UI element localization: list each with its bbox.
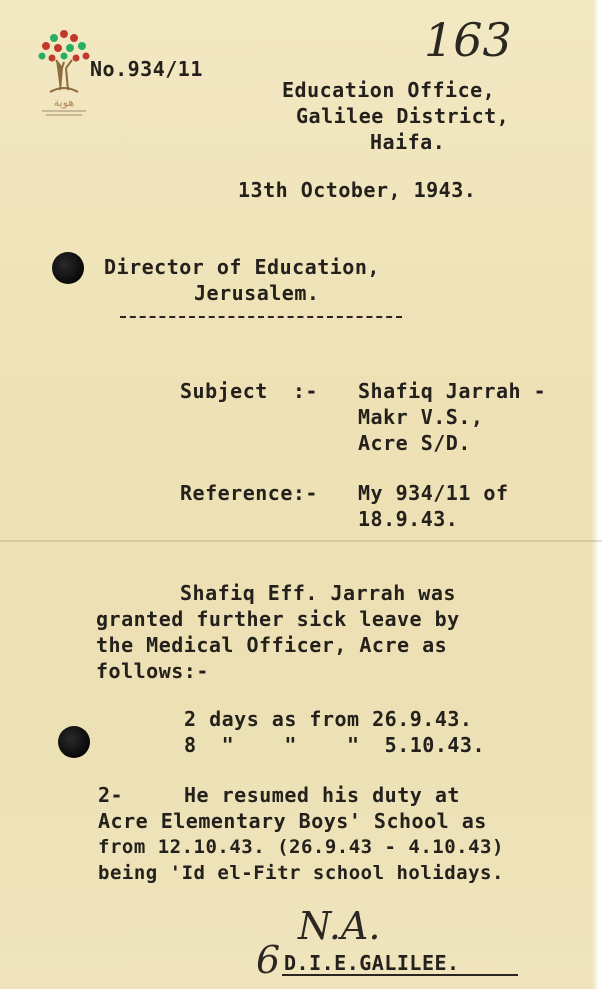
logo-caption: هوية — [53, 96, 75, 109]
signature-title: D.I.E.GALILEE. — [284, 951, 460, 975]
addressee-line-2: Jerusalem. — [194, 281, 320, 305]
signature-underline — [282, 974, 518, 976]
para2-line-3: from 12.10.43. (26.9.43 - 4.10.43) — [98, 836, 504, 858]
paper-fold — [0, 540, 602, 542]
handwritten-page-number: 163 — [424, 13, 512, 67]
office-line-3: Haifa. — [370, 130, 446, 154]
subject-line-2: Makr V.S., — [358, 405, 484, 429]
addressee-underline — [120, 316, 402, 318]
para1-line-3: the Medical Officer, Acre as — [96, 633, 448, 657]
subject-line-1: Shafiq Jarrah - — [358, 379, 547, 403]
office-line-2: Galilee District, — [296, 104, 510, 128]
para2-number: 2- — [98, 783, 124, 807]
addressee-line-1: Director of Education, — [104, 255, 380, 279]
para1-line-2: granted further sick leave by — [96, 607, 460, 631]
para1-line-1: Shafiq Eff. Jarrah was — [180, 581, 456, 605]
handwritten-initials: N.A. — [298, 904, 381, 948]
letter-date: 13th October, 1943. — [238, 178, 477, 202]
para2-line-4: being 'Id el-Fitr school holidays. — [98, 862, 504, 884]
file-number: No.934/11 — [90, 57, 203, 81]
leave-row-2: 8 " " " 5.10.43. — [184, 733, 485, 757]
handwritten-prefix: 6 — [256, 938, 281, 982]
tree-icon — [39, 30, 90, 92]
page-edge — [592, 0, 602, 989]
para2-line-1: He resumed his duty at — [184, 783, 460, 807]
subject-line-3: Acre S/D. — [358, 431, 471, 455]
punch-hole-bottom — [58, 726, 90, 758]
punch-hole-top — [52, 252, 84, 284]
archive-logo — [36, 26, 92, 120]
reference-label: Reference:- — [180, 481, 318, 505]
reference-line-2: 18.9.43. — [358, 507, 459, 531]
office-line-1: Education Office, — [282, 78, 496, 102]
reference-line-1: My 934/11 of — [358, 481, 509, 505]
subject-label: Subject :- — [180, 379, 318, 403]
leave-row-1: 2 days as from 26.9.43. — [184, 707, 473, 731]
para2-line-2: Acre Elementary Boys' School as — [98, 809, 487, 833]
para1-line-4: follows:- — [96, 659, 209, 683]
